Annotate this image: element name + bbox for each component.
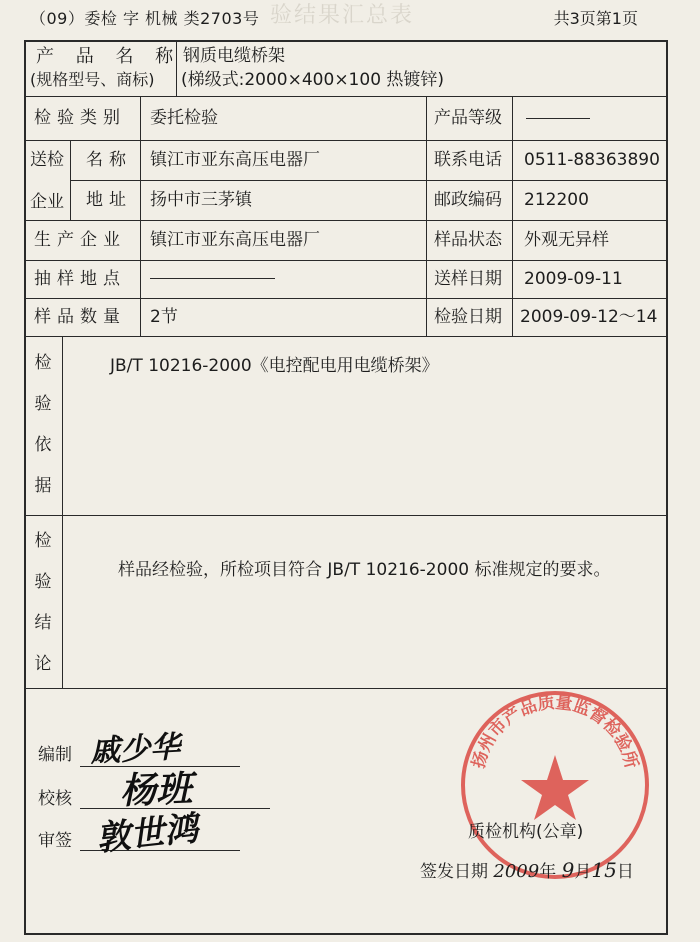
product-name-value: 钢质电缆桥架 [183,46,285,66]
org-seal-label: 质检机构(公章) [468,822,584,842]
client-label-top: 送检 [30,150,64,170]
inspection-type-label: 检验类别 [34,108,126,128]
col-divider [140,96,141,336]
sampling-place-label: 抽样地点 [34,269,126,289]
product-model-label: (规格型号、商标) [30,70,155,89]
contact-phone-label: 联系电话 [434,150,502,170]
ghost-title: 验结果汇总表 [270,3,415,28]
inspection-date-value: 2009-09-12～14 [520,307,658,327]
client-label-bottom: 企业 [30,192,64,212]
manufacturer-label: 生产企业 [34,230,126,250]
row-divider [24,336,668,337]
issue-day: 15 [591,858,617,882]
sample-qty-value: 2节 [150,307,178,327]
product-name-label: 产 品 名 称 [36,46,182,67]
contact-phone-value: 0511-88363890 [524,150,660,170]
product-grade-label: 产品等级 [434,108,502,128]
col-divider [70,140,71,220]
product-model-value: (梯级式:2000×400×100 热镀锌) [181,70,445,90]
client-name-value: 镇江市亚东高压电器厂 [150,150,320,170]
page-info: 共3页第1页 [553,9,638,28]
file-number: （09）委检 字 机械 类2703号 [30,9,260,28]
col-divider [62,336,63,688]
conclusion-text: 样品经检验，所检项目符合 JB/T 10216-2000 标准规定的要求。 [118,560,611,580]
issue-month: 9 [561,858,575,882]
row-divider [24,140,668,141]
postcode-label: 邮政编码 [434,190,502,210]
basis-label: 检 验 依 据 [34,353,52,496]
row-divider [70,180,668,181]
issue-year-unit: 年 [539,862,557,882]
approved-label: 审签 [38,831,72,851]
postcode-value: 212200 [524,190,589,210]
row-divider [24,515,668,516]
client-address-label: 地址 [86,190,132,210]
client-address-value: 扬中市三茅镇 [150,190,252,210]
official-seal-stamp [455,685,655,885]
issue-date [420,858,634,883]
row-divider [24,260,668,261]
inspection-type-value: 委托检验 [150,108,218,128]
inspection-date-label: 检验日期 [434,307,502,327]
approved-signature: 敦世鸿 [94,808,201,860]
delivery-date-label: 送样日期 [434,269,502,289]
checked-signature: 杨班 [119,767,193,813]
sample-qty-label: 样品数量 [34,307,126,327]
compiled-label: 编制 [38,745,72,765]
compiled-signature: 戚少华 [89,729,182,770]
seal-text: 扬州市产品质量监督检验所 [468,692,642,771]
row-divider [24,96,668,97]
issue-year: 2009 [493,861,540,882]
col-divider [512,96,513,336]
product-grade-blank [526,118,590,119]
checked-label: 校核 [38,789,72,809]
basis-text: JB/T 10216-2000《电控配电用电缆桥架》 [110,356,439,376]
delivery-date-value: 2009-09-11 [524,269,623,289]
sample-state-value: 外观无异样 [524,230,609,250]
manufacturer-value: 镇江市亚东高压电器厂 [150,230,320,250]
conclusion-label: 检 验 结 论 [34,531,52,674]
sampling-place-blank [150,278,275,279]
client-name-label: 名称 [86,150,132,170]
col-divider [426,96,427,336]
issue-month-unit: 月 [574,862,592,882]
issue-day-unit: 日 [616,862,634,882]
row-divider [24,298,668,299]
sample-state-label: 样品状态 [434,230,502,250]
issue-date-label: 签发日期 [420,862,488,882]
row-divider [24,220,668,221]
